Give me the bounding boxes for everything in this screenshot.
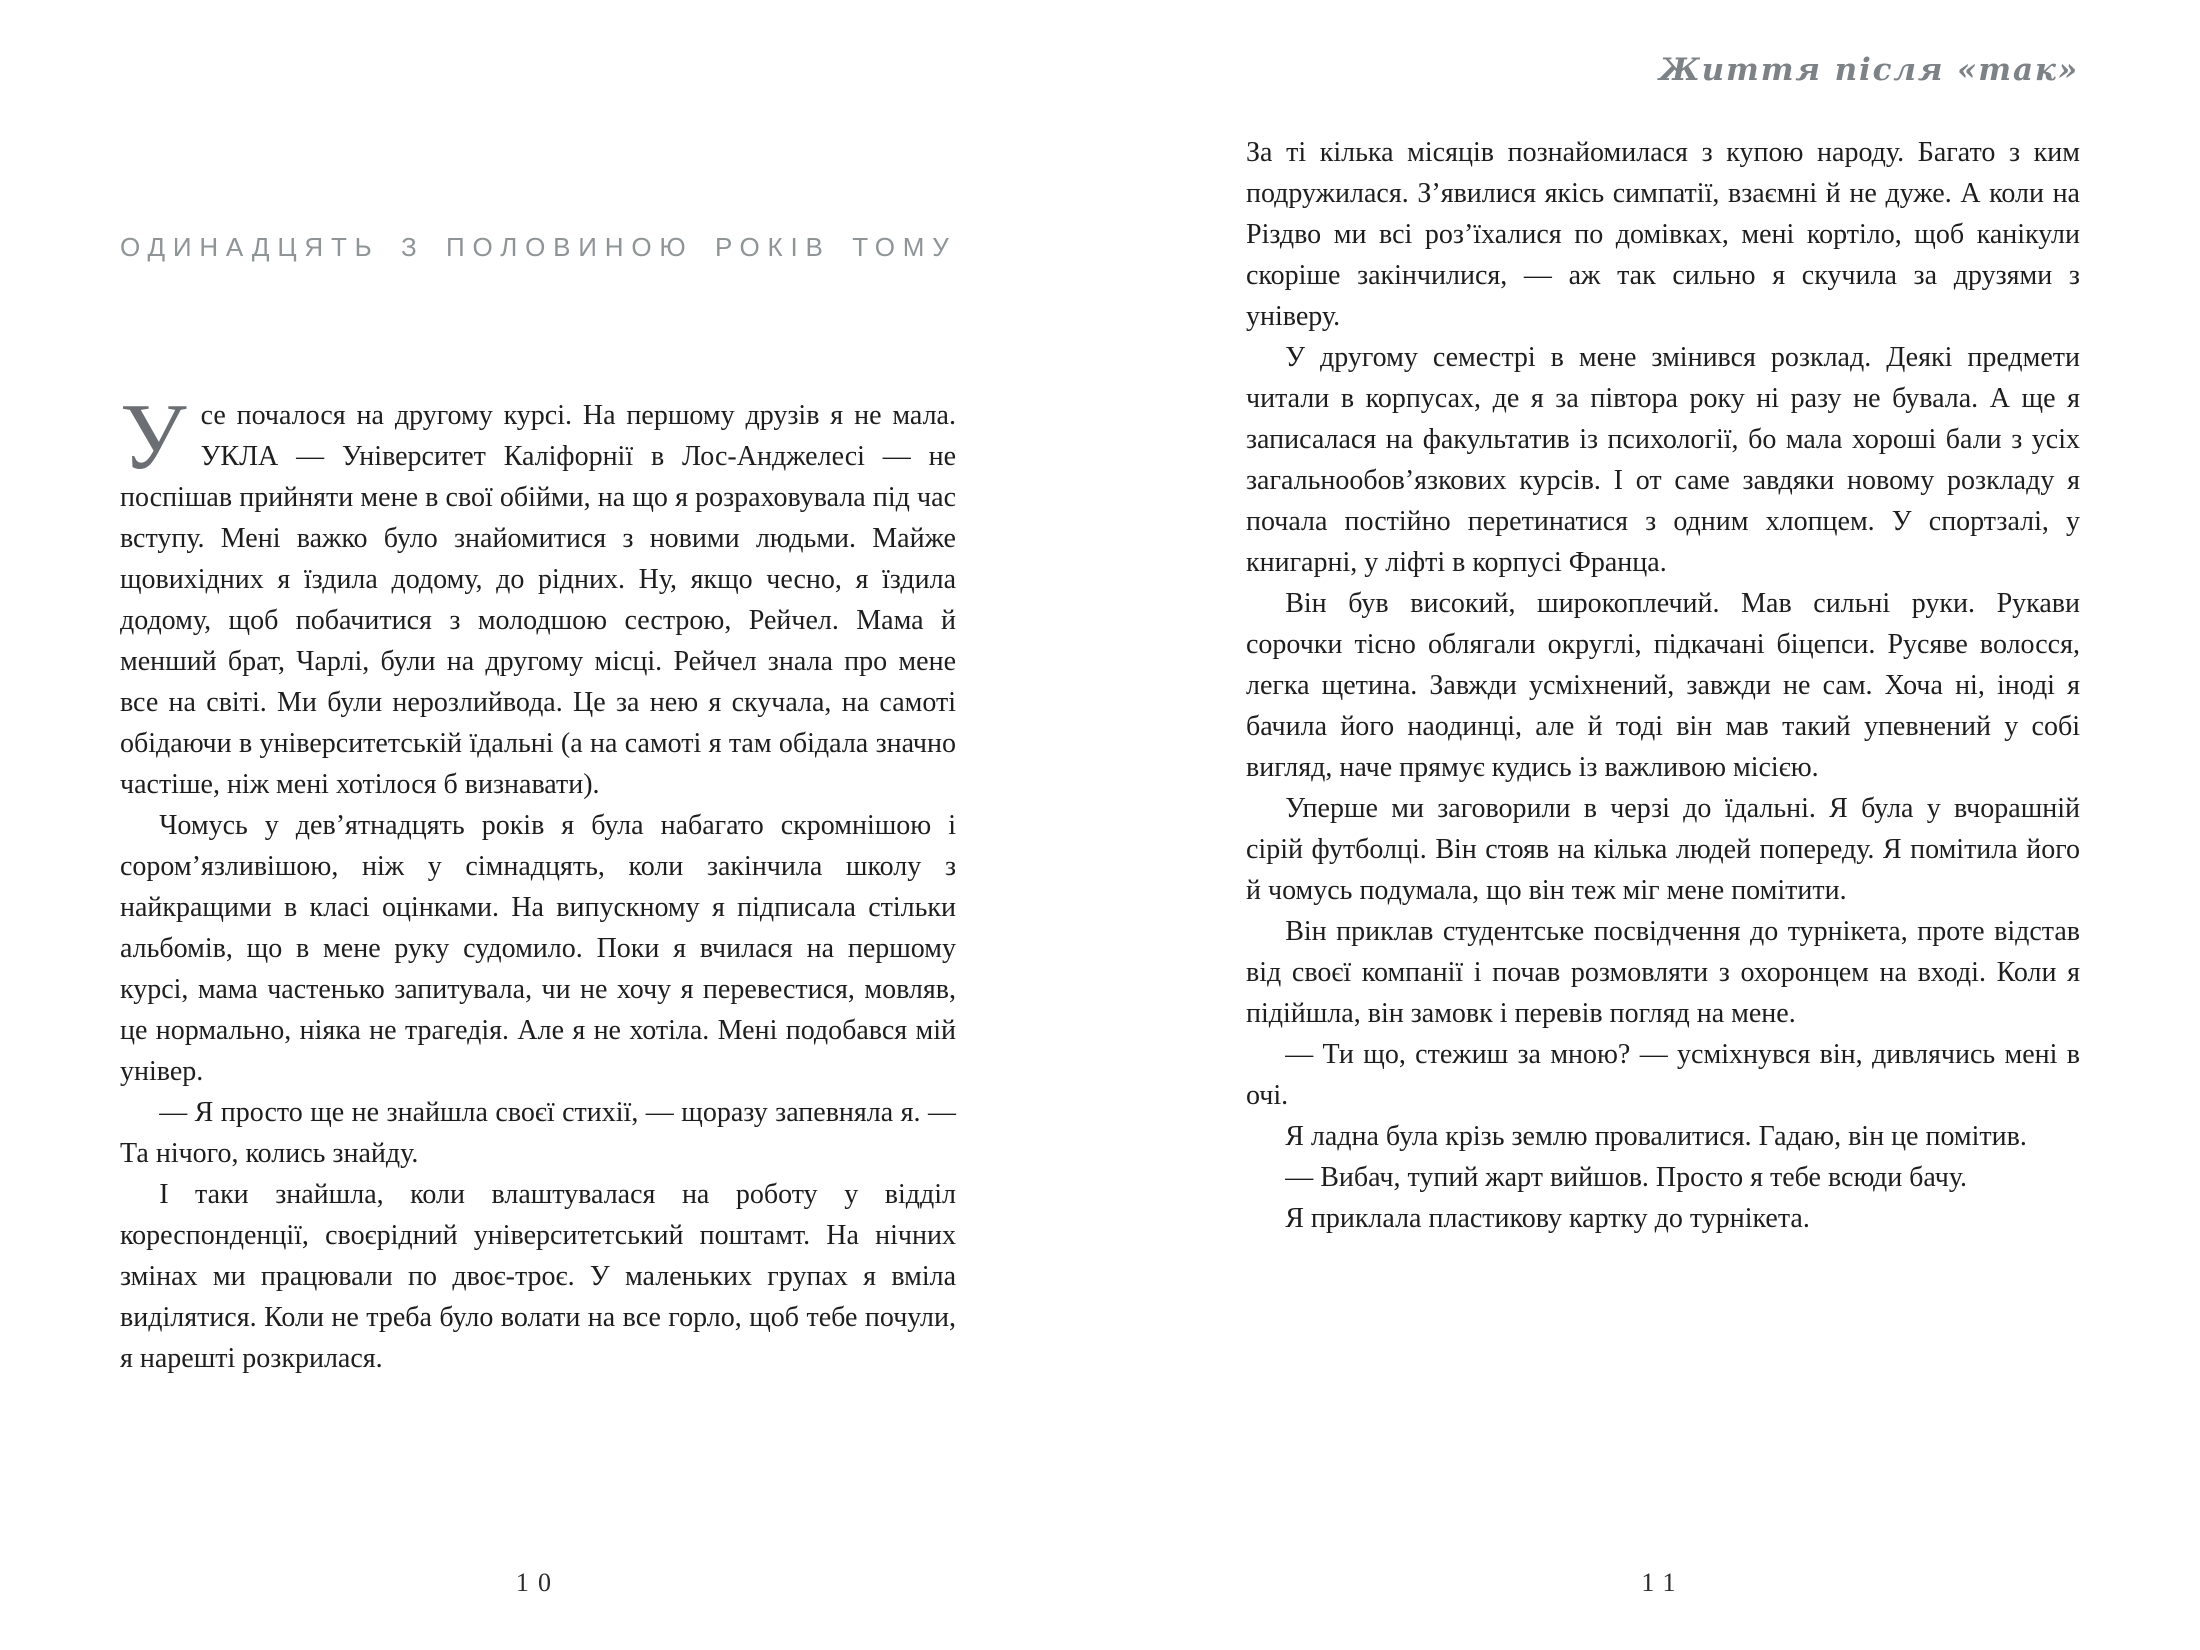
paragraph: — Вибач, тупий жарт вийшов. Просто я тебе всюди бачу. bbox=[1285, 1162, 1968, 1193]
drop-cap: У bbox=[120, 385, 187, 489]
right-text-column bbox=[1246, 132, 2080, 1239]
paragraph: Чомусь у дев’ятнадцять років я була набагато скромнішою і сором’язливішою, ніж у сімнадцять, коли закінчила школу з найкращими в класі оцінками. На випускному я підписала стільки альбомів, що в мене руку судомило. Поки я вчилася на першому курсі, мама частенько запитувала, чи не хочу я перевестися, мовляв, це нормально, ніяка не трагедія. Але я не хотіла. Мені подобався мій універ. bbox=[120, 810, 956, 1087]
paragraph: І таки знайшла, коли влаштувалася на роботу у відділ кореспонденції, своєрідний університетський поштамт. На нічних змінах ми працювали по двоє-троє. У маленьких групах я вміла виділятися. Коли не треба було волати на все горло, щоб тебе почули, я нарешті розкрилася. bbox=[120, 1179, 956, 1374]
paragraph: — Я просто ще не знайшла своєї стихії, — щоразу запевняла я. — Та нічого, колись знайду. bbox=[120, 1097, 956, 1169]
paragraph: Він був високий, широкоплечий. Мав сильні руки. Рукави сорочки тісно облягали округлі, підкачані біцепси. Русяве волосся, легка щетина. Завжди усміхнений, завжди не сам. Хоча ні, іноді я бачила його наодинці, але й тоді він мав такий упевнений у собі вигляд, наче прямує кудись із важливою місією. bbox=[1246, 588, 2080, 783]
paragraph bbox=[120, 385, 956, 805]
paragraph: — Ти що, стежиш за мною? — усміхнувся він, дивлячись мені в очі. bbox=[1246, 1039, 2080, 1111]
page-number-right: 11 bbox=[1641, 1568, 1685, 1597]
paragraph: У другому семестрі в мене змінився розклад. Деякі предмети читали в корпусах, де я за півтора року ні разу не бувала. А ще я записалася на факультатив із психології, бо мала хороші бали з усіх загальнообов’язкових курсів. І от саме завдяки новому розкладу я почала постійно перетинатися з одним хлопцем. У спортзалі, у книгарні, у ліфті в корпусі Франца. bbox=[1246, 342, 2080, 578]
chapter-heading: ОДИНАДЦЯТЬ З ПОЛОВИНОЮ РОКІВ ТОМУ bbox=[120, 232, 957, 262]
page-number-left: 10 bbox=[515, 1568, 561, 1597]
left-text-column bbox=[120, 385, 956, 1379]
page-right bbox=[1100, 0, 2200, 1650]
running-header: Життя після «так» bbox=[1659, 52, 2079, 88]
paragraph: Він приклав студентське посвідчення до турнікета, проте відстав від своєї компанії і почав розмовляти з охоронцем на вході. Коли я підійшла, він замовк і перевів погляд на мене. bbox=[1246, 916, 2080, 1029]
paragraph: Я приклала пластикову картку до турнікета. bbox=[1285, 1203, 1810, 1234]
paragraph: За ті кілька місяців познайомилася з купою народу. Багато з ким подружилася. З’явилися якісь симпатії, взаємні й не дуже. А коли на Різдво ми всі роз’їхалися по домівках, мені кортіло, щоб канікули скоріше закінчилися, — аж так сильно я скучила за друзями з універу. bbox=[1246, 137, 2080, 332]
paragraph-text: се почалося на другому курсі. На першому друзів я не мала. УКЛА — Університет Каліфорнії в Лос-Анджелесі — не поспішав прийняти мене в свої обійми, на що я розраховувала під час вступу. Мені важко було знайомитися з новими людьми. Майже щовихідних я їздила додому, до рідних. Ну, якщо чесно, я їздила додому, щоб побачитися з молодшою сестрою, Рейчел. Мама й менший брат, Чарлі, були на другому місці. Рейчел знала про мене все на світі. Ми були нерозлийвода. Це за нею я скучала, на самоті обідаючи в університетській їдальні (а на самоті я там обідала значно частіше, ніж мені хотілося б визнавати). bbox=[120, 400, 956, 800]
paragraph: Я ладна була крізь землю провалитися. Гадаю, він це помітив. bbox=[1285, 1121, 2027, 1152]
paragraph: Уперше ми заговорили в черзі до їдальні. Я була у вчорашній сірій футболці. Він стояв на кілька людей попереду. Я помітила його й чомусь подумала, що він теж міг мене помітити. bbox=[1246, 793, 2080, 906]
